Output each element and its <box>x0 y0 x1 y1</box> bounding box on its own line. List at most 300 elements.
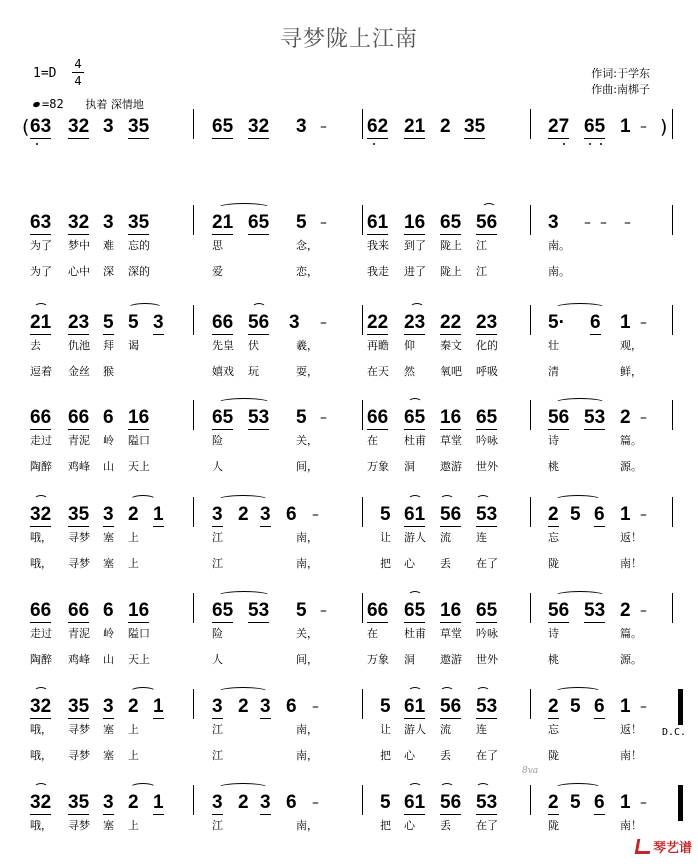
barline <box>193 305 194 335</box>
time-signature <box>72 57 84 88</box>
lyric-1: 让 <box>380 723 391 736</box>
lyric-2: 陶醉 <box>30 653 52 666</box>
lyric-2: 丢 <box>440 557 451 570</box>
slur <box>555 783 601 792</box>
logo-icon <box>635 839 653 854</box>
note: 2 <box>548 504 559 525</box>
note: 6 <box>594 792 605 813</box>
barline <box>362 109 363 139</box>
lyric-2: 然 <box>404 365 415 378</box>
lyric-2: 天上 <box>128 653 150 666</box>
note: 1 <box>153 504 164 525</box>
barline <box>672 109 673 139</box>
lyric-1: 江 <box>212 723 223 736</box>
lyric-2: 南！ <box>620 749 642 762</box>
note: 66 <box>30 407 52 428</box>
lyric-2: 江 <box>476 265 487 278</box>
note: 65 <box>476 600 498 621</box>
barline <box>530 205 531 235</box>
slur <box>128 303 162 312</box>
lyric-2: 江 <box>212 557 223 570</box>
slur <box>218 398 270 407</box>
note: 21 <box>404 116 426 137</box>
slur <box>218 783 268 792</box>
lyric-1: 谒 <box>128 339 139 352</box>
note: 32 <box>30 504 52 525</box>
octave-dot <box>600 143 602 145</box>
lyric-2: 我走 <box>367 265 389 278</box>
system-7 <box>0 793 698 863</box>
lyric-1: 江 <box>212 531 223 544</box>
barline <box>672 305 673 335</box>
paren-close: ) <box>660 116 668 138</box>
slur <box>130 783 156 792</box>
note: 3 <box>103 696 114 717</box>
note: 2 <box>238 792 249 813</box>
slur <box>34 687 48 696</box>
barline <box>362 497 363 527</box>
lyric-1: 连 <box>476 723 487 736</box>
note: 35 <box>68 792 90 813</box>
slur <box>476 495 490 504</box>
barline <box>193 593 194 623</box>
note: 65 <box>212 116 234 137</box>
slur <box>218 687 268 696</box>
note: 21 <box>212 212 234 233</box>
note: 3 <box>103 212 114 233</box>
lyric-1: 青泥 <box>68 627 90 640</box>
lyric-1: 隘口 <box>128 434 150 447</box>
lyric-1: 上 <box>128 531 139 544</box>
lyric-1: 伏 <box>248 339 259 352</box>
lyric-1: 南， <box>296 723 318 736</box>
note: 56 <box>440 696 462 717</box>
lyric-2: 洞 <box>404 460 415 473</box>
slur <box>555 495 601 504</box>
expression-marking: 执着 深情地 <box>85 98 144 111</box>
note: 16 <box>128 600 150 621</box>
lyric-1: 塞 <box>103 723 114 736</box>
lyric-2: 陇 <box>548 749 559 762</box>
note: 5· <box>548 312 565 333</box>
barline <box>193 689 194 719</box>
slur <box>408 591 422 600</box>
note: 53 <box>248 600 270 621</box>
slur <box>482 203 496 212</box>
note: 6 <box>103 407 114 428</box>
lyric-1: 关， <box>296 627 318 640</box>
lyric-1: 忘 <box>548 531 559 544</box>
dash: – <box>640 507 647 523</box>
lyric-1: 壮 <box>548 339 559 352</box>
note: 5 <box>570 792 581 813</box>
note: 1 <box>153 696 164 717</box>
lyric-1: 游人 <box>404 723 426 736</box>
slur <box>408 495 422 504</box>
note: 32 <box>30 696 52 717</box>
note: 56 <box>548 407 570 428</box>
lyric-1: 为了 <box>30 239 52 252</box>
lyric-2: 寻梦 <box>68 557 90 570</box>
lyric-1: 仇池 <box>68 339 90 352</box>
lyric-2: 爱 <box>212 265 223 278</box>
dash: – <box>320 315 327 331</box>
dash: – <box>320 410 327 426</box>
lyric-1: 岭 <box>103 627 114 640</box>
note: 66 <box>367 407 389 428</box>
barline <box>362 400 363 430</box>
lyric-2: 把 <box>380 749 391 762</box>
note: 1 <box>620 312 631 333</box>
slur <box>130 687 156 696</box>
lyric-1: 在 <box>367 434 378 447</box>
lyric-2: 南！ <box>620 557 642 570</box>
note: 16 <box>404 212 426 233</box>
lyric-1: 吟咏 <box>476 627 498 640</box>
system-0 <box>0 117 698 157</box>
note: 23 <box>476 312 498 333</box>
note: 2 <box>440 116 451 137</box>
dash: – <box>640 410 647 426</box>
note: 5 <box>380 696 391 717</box>
slur <box>34 783 48 792</box>
note: 53 <box>584 600 606 621</box>
da-capo-mark: D.C. <box>662 727 687 738</box>
lyric-2: 桃 <box>548 653 559 666</box>
barline <box>530 109 531 139</box>
lyric-2: 间， <box>296 460 318 473</box>
lyric-2: 洞 <box>404 653 415 666</box>
lyric-2: 山 <box>103 653 114 666</box>
lyric-1: 陇 <box>548 819 559 832</box>
note: 3 <box>289 312 300 333</box>
paren-open: ( <box>22 116 30 138</box>
time-bottom: 4 <box>74 74 82 88</box>
lyric-2: 在了 <box>476 749 498 762</box>
dash: – <box>320 119 327 135</box>
lyric-2: 心 <box>404 749 415 762</box>
barline <box>362 785 363 815</box>
dash: – <box>624 215 631 231</box>
lyric-1: 诗 <box>548 627 559 640</box>
lyric-1: 杜甫 <box>404 627 426 640</box>
slur <box>440 687 454 696</box>
lyric-2: 江 <box>212 749 223 762</box>
lyric-1: 篇。 <box>620 434 642 447</box>
lyric-2: 人 <box>212 653 223 666</box>
note: 1 <box>620 116 631 137</box>
dash: – <box>640 315 647 331</box>
lyric-1: 篇。 <box>620 627 642 640</box>
lyric-2: 间， <box>296 653 318 666</box>
watermark-text: 琴艺谱 <box>652 841 692 856</box>
barline <box>530 593 531 623</box>
note: 65 <box>476 407 498 428</box>
slur <box>555 687 601 696</box>
lyric-1: 忘 <box>548 723 559 736</box>
dash: – <box>320 215 327 231</box>
note: 5 <box>380 792 391 813</box>
barline <box>362 205 363 235</box>
lyric-2: 在天 <box>367 365 389 378</box>
note: 6 <box>594 504 605 525</box>
lyric-1: 心 <box>404 819 415 832</box>
note: 5 <box>103 312 114 333</box>
note: 65 <box>212 407 234 428</box>
note: 2 <box>128 792 139 813</box>
lyric-2: 丢 <box>440 749 451 762</box>
lyric-2: 为了 <box>30 265 52 278</box>
lyric-1: 哦， <box>30 531 52 544</box>
note: 65 <box>404 407 426 428</box>
lyric-2: 塞 <box>103 749 114 762</box>
note: 65 <box>440 212 462 233</box>
note: 16 <box>440 600 462 621</box>
lyric-2: 鲜， <box>620 365 642 378</box>
lyric-1: 再瞻 <box>367 339 389 352</box>
note: 6 <box>594 696 605 717</box>
barline <box>362 305 363 335</box>
note: 35 <box>464 116 486 137</box>
lyric-1: 吟咏 <box>476 434 498 447</box>
note: 56 <box>440 792 462 813</box>
lyric-2: 心中 <box>68 265 90 278</box>
lyric-2: 上 <box>128 557 139 570</box>
lyric-1: 上 <box>128 723 139 736</box>
note: 3 <box>260 792 271 813</box>
barline <box>672 205 673 235</box>
lyric-2: 塞 <box>103 557 114 570</box>
note: 2 <box>238 504 249 525</box>
lyric-1: 塞 <box>103 531 114 544</box>
note: 32 <box>68 116 90 137</box>
note: 1 <box>153 792 164 813</box>
slur <box>410 303 424 312</box>
lyric-2: 遨游 <box>440 653 462 666</box>
lyric-2: 金丝 <box>68 365 90 378</box>
dash: – <box>312 795 319 811</box>
slur <box>555 303 605 312</box>
octave-dot <box>36 143 38 145</box>
note: 63 <box>30 212 52 233</box>
octave-dot <box>589 143 591 145</box>
note: 35 <box>128 116 150 137</box>
note: 62 <box>367 116 389 137</box>
lyric-1: 江 <box>476 239 487 252</box>
lyric-1: 塞 <box>103 819 114 832</box>
slur <box>218 591 270 600</box>
note: 35 <box>128 212 150 233</box>
system-6 <box>0 697 698 767</box>
lyric-1: 难 <box>103 239 114 252</box>
lyric-2: 进了 <box>404 265 426 278</box>
note: 66 <box>30 600 52 621</box>
system-3 <box>0 408 698 478</box>
system-1 <box>0 213 698 283</box>
lyric-1: 青泥 <box>68 434 90 447</box>
note: 2 <box>548 696 559 717</box>
slur <box>252 303 266 312</box>
lyric-2: 陇上 <box>440 265 462 278</box>
note: 56 <box>248 312 270 333</box>
note: 3 <box>212 696 223 717</box>
note: 65 <box>584 116 606 137</box>
note: 65 <box>404 600 426 621</box>
note: 5 <box>570 504 581 525</box>
lyric-1: 把 <box>380 819 391 832</box>
note: 23 <box>68 312 90 333</box>
barline <box>362 593 363 623</box>
note: 27 <box>548 116 570 137</box>
final-barline <box>678 785 683 821</box>
note: 21 <box>30 312 52 333</box>
lyric-2: 上 <box>128 749 139 762</box>
barline <box>530 497 531 527</box>
lyric-1: 拜 <box>103 339 114 352</box>
note: 6 <box>286 792 297 813</box>
lyric-2: 鸡峰 <box>68 653 90 666</box>
dash: – <box>640 119 647 135</box>
lyric-1: 南， <box>296 531 318 544</box>
note: 3 <box>103 792 114 813</box>
note: 6 <box>286 696 297 717</box>
lyric-1: 隘口 <box>128 627 150 640</box>
note: 1 <box>620 792 631 813</box>
note: 5 <box>570 696 581 717</box>
lyric-1: 化的 <box>476 339 498 352</box>
lyric-1: 羲， <box>296 339 318 352</box>
note: 61 <box>404 696 426 717</box>
lyric-1: 杜甫 <box>404 434 426 447</box>
lyric-2: 源。 <box>620 653 642 666</box>
lyric-1: 哦， <box>30 723 52 736</box>
lyric-2: 桃 <box>548 460 559 473</box>
note: 3 <box>153 312 164 333</box>
tempo-marking <box>33 96 144 112</box>
note: 2 <box>620 407 631 428</box>
lyric-1: 在了 <box>476 819 498 832</box>
note: 3 <box>296 116 307 137</box>
credits <box>591 66 650 98</box>
lyric-2: 寻梦 <box>68 749 90 762</box>
time-top: 4 <box>74 57 82 71</box>
note: 1 <box>620 504 631 525</box>
lyric-2: 陇 <box>548 557 559 570</box>
lyric-1: 返！ <box>620 723 642 736</box>
note: 53 <box>476 696 498 717</box>
system-4 <box>0 505 698 575</box>
note: 66 <box>68 600 90 621</box>
note: 66 <box>212 312 234 333</box>
barline <box>530 785 531 815</box>
barline <box>193 205 194 235</box>
lyric-1: 流 <box>440 723 451 736</box>
note: 3 <box>212 504 223 525</box>
lyric-2: 恋， <box>296 265 318 278</box>
lyric-1: 去 <box>30 339 41 352</box>
note: 61 <box>404 504 426 525</box>
lyric-2: 清 <box>548 365 559 378</box>
note: 3 <box>212 792 223 813</box>
note: 6 <box>103 600 114 621</box>
slur <box>130 495 156 504</box>
note: 3 <box>103 504 114 525</box>
note: 5 <box>296 407 307 428</box>
barline <box>193 109 194 139</box>
note: 63 <box>30 116 52 137</box>
lyric-2: 遨游 <box>440 460 462 473</box>
dash: – <box>600 215 607 231</box>
slur <box>440 783 454 792</box>
lyric-2: 哦， <box>30 557 52 570</box>
note: 6 <box>590 312 601 333</box>
octave-dot <box>373 143 375 145</box>
lyric-1: 走过 <box>30 434 52 447</box>
lyric-1: 岭 <box>103 434 114 447</box>
note: 56 <box>476 212 498 233</box>
barline <box>530 689 531 719</box>
note: 32 <box>30 792 52 813</box>
system-5 <box>0 601 698 671</box>
lyric-1: 流 <box>440 531 451 544</box>
note: 53 <box>248 407 270 428</box>
note: 2 <box>548 792 559 813</box>
lyric-1: 走过 <box>30 627 52 640</box>
note: 22 <box>367 312 389 333</box>
lyric-1: 哦， <box>30 819 52 832</box>
slur <box>408 398 422 407</box>
final-barline <box>678 689 683 725</box>
lyric-2: 心 <box>404 557 415 570</box>
dash: – <box>312 507 319 523</box>
note: 56 <box>440 504 462 525</box>
slur <box>440 495 454 504</box>
barline <box>672 400 673 430</box>
lyric-1: 游人 <box>404 531 426 544</box>
lyric-1: 仰 <box>404 339 415 352</box>
barline <box>672 497 673 527</box>
lyric-2: 陶醉 <box>30 460 52 473</box>
barline <box>362 689 363 719</box>
dash: – <box>584 215 591 231</box>
note: 3 <box>548 212 559 233</box>
lyric-1: 草堂 <box>440 434 462 447</box>
lyric-2: 万象 <box>367 460 389 473</box>
barline <box>193 400 194 430</box>
lyric-1: 江 <box>212 819 223 832</box>
lyric-2: 逗着 <box>30 365 52 378</box>
lyric-2: 山 <box>103 460 114 473</box>
note: 53 <box>476 792 498 813</box>
note: 65 <box>212 600 234 621</box>
lyric-1: 先皇 <box>212 339 234 352</box>
barline <box>193 785 194 815</box>
note: 5 <box>128 312 139 333</box>
lyric-1: 草堂 <box>440 627 462 640</box>
lyric-1: 险 <box>212 627 223 640</box>
lyric-1: 让 <box>380 531 391 544</box>
lyric-2: 哦， <box>30 749 52 762</box>
lyric-2: 天上 <box>128 460 150 473</box>
note: 66 <box>68 407 90 428</box>
note: 3 <box>260 504 271 525</box>
dash: – <box>640 699 647 715</box>
lyric-2: 呼吸 <box>476 365 498 378</box>
note: 35 <box>68 504 90 525</box>
lyric-1: 观， <box>620 339 642 352</box>
lyric-1: 南！ <box>620 819 642 832</box>
note: 61 <box>367 212 389 233</box>
